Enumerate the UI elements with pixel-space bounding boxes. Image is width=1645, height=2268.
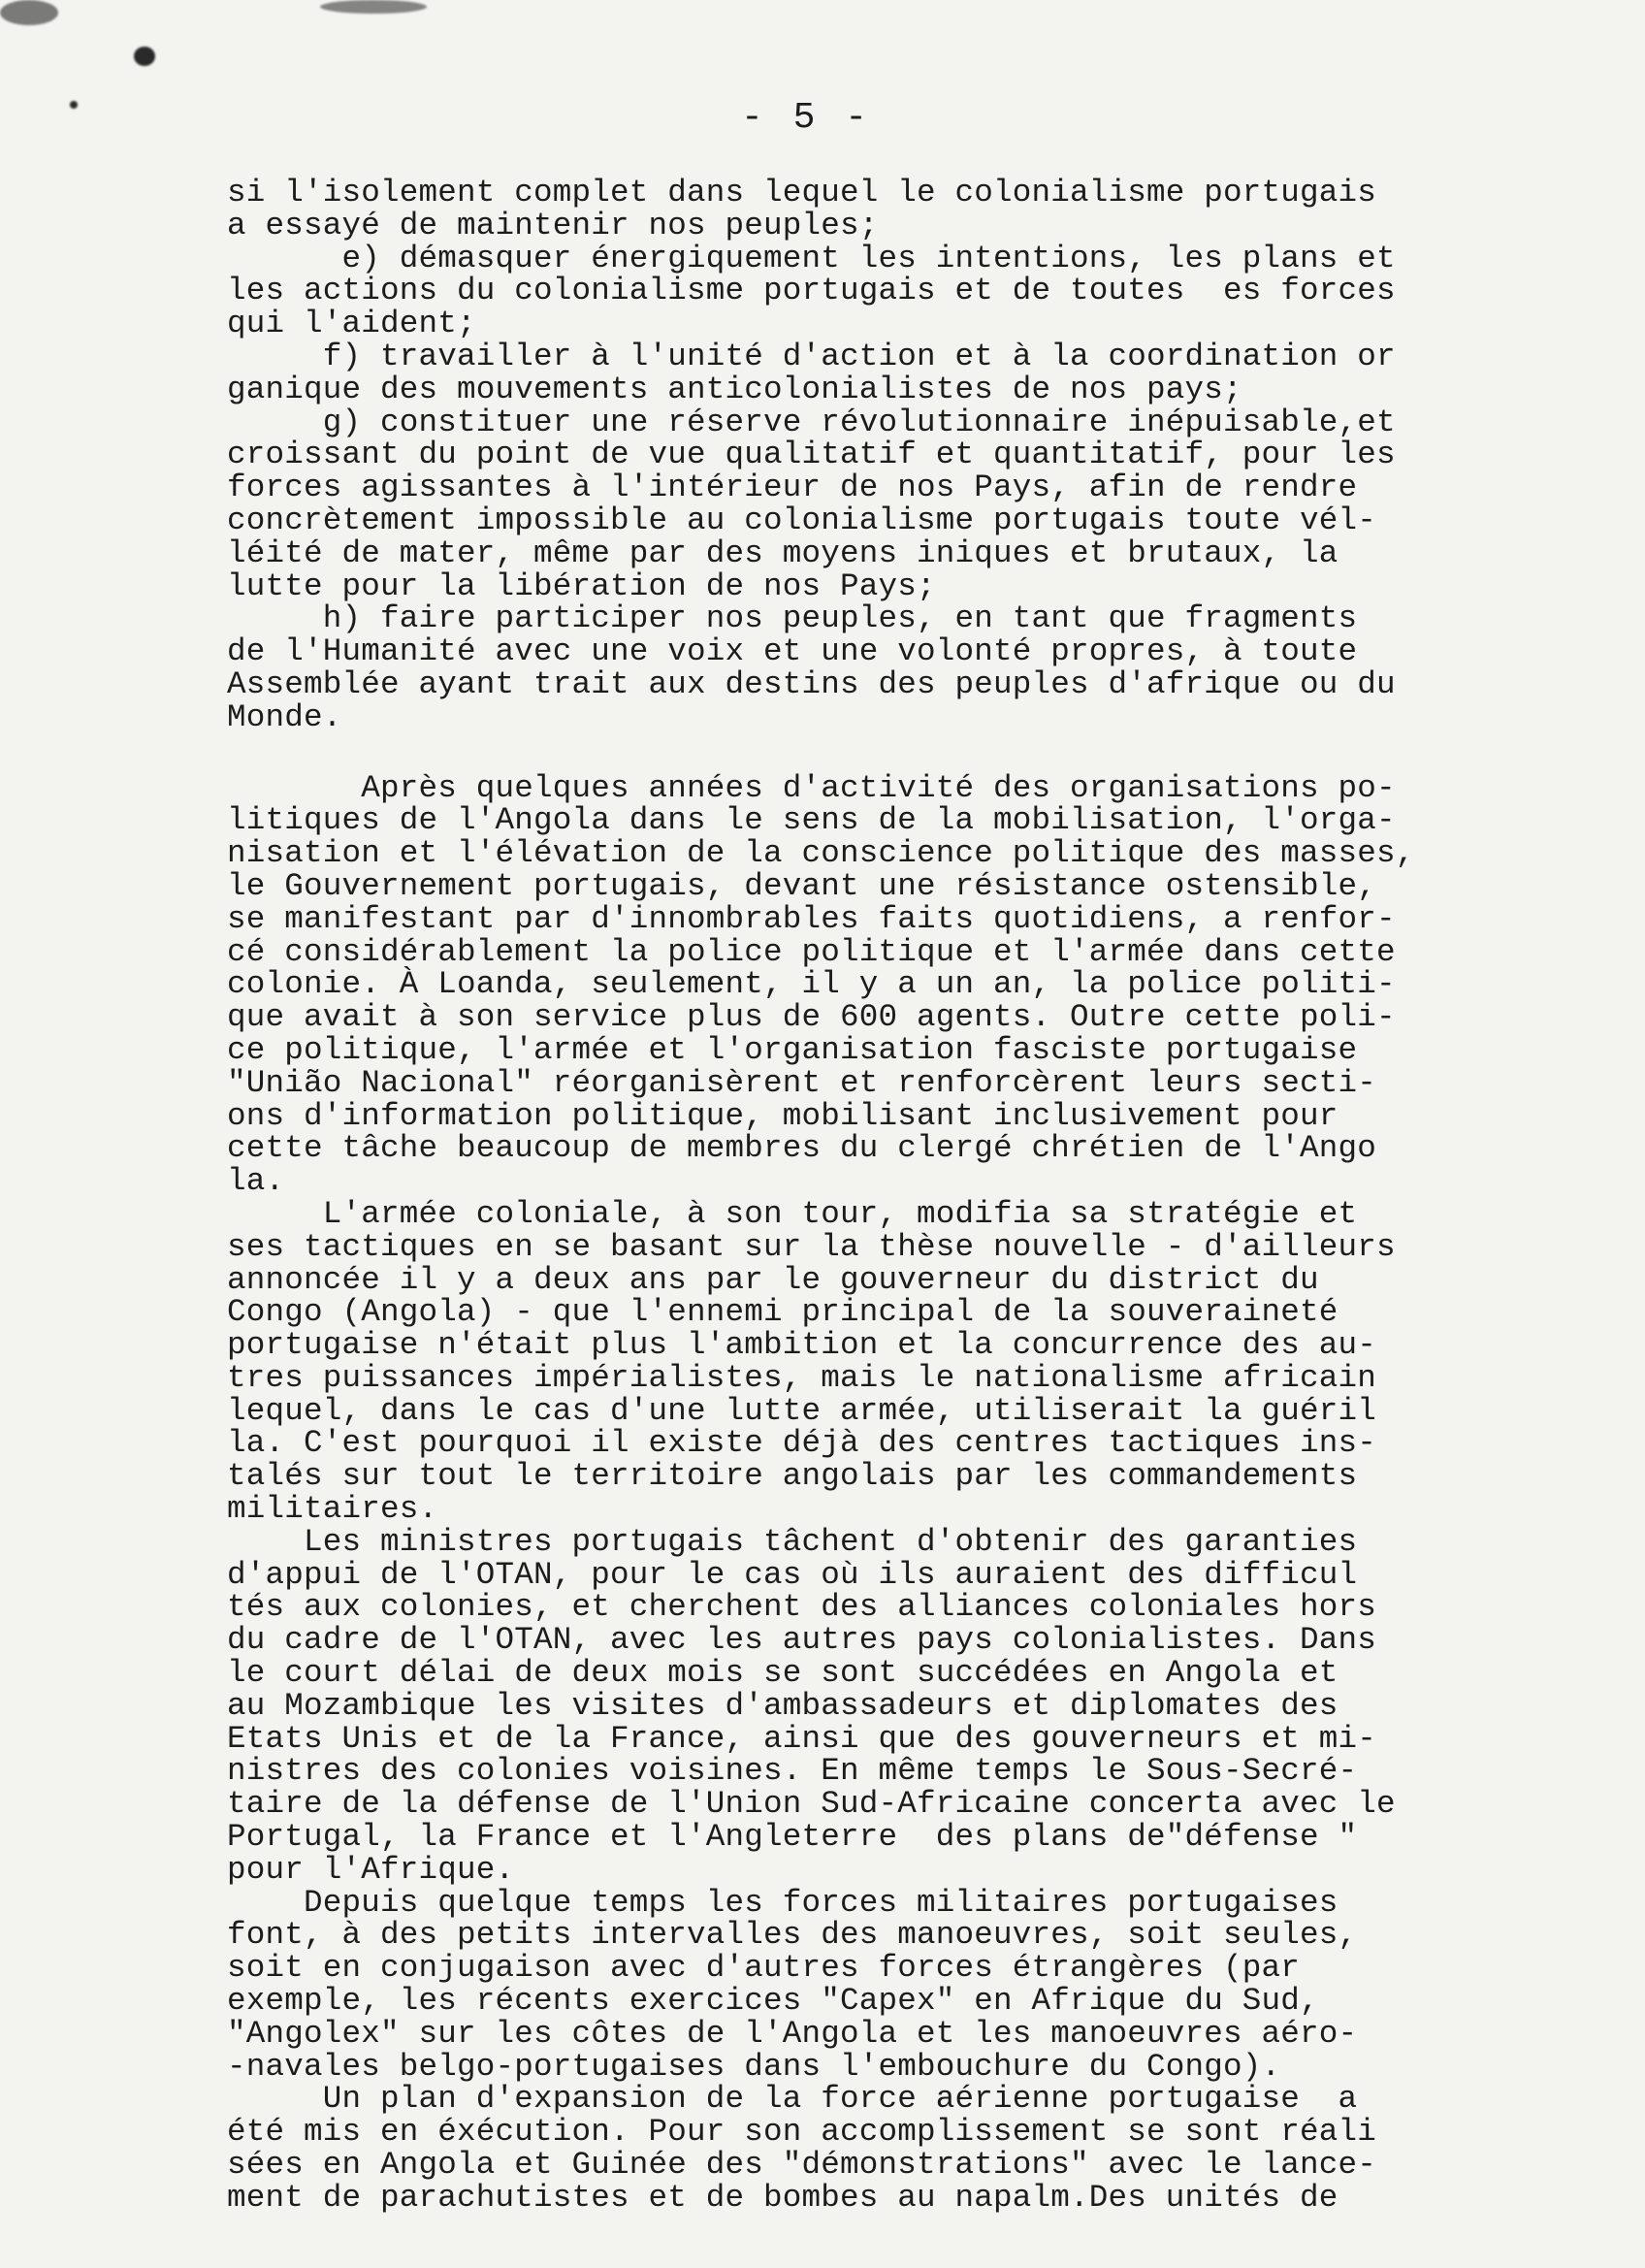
text-line: L'armée coloniale, à son tour, modifia sa stratégie et [227,1195,1358,1232]
text-line: h) faire participer nos peuples, en tant que fragments [227,600,1358,637]
text-line: croissant du point de vue qualitatif et quantitatif, pour les [227,437,1396,473]
text-line: sées en Angola et Guinée des "démonstrations" avec le lance- [227,2147,1377,2184]
text-line: Monde. [227,698,342,735]
text-line: forces agissantes à l'intérieur de nos Pays, afin de rendre [227,470,1358,506]
text-line: ons d'information politique, mobilisant inclusivement pour [227,1097,1339,1134]
text-line: Depuis quelque temps les forces militaires portugaises [227,1884,1339,1921]
text-line: colonie. À Loanda, seulement, il y a un an, la police politi- [227,966,1396,1003]
text-line: g) constituer une réserve révolutionnaire inépuisable,et [227,404,1396,440]
text-line: au Mozambique les visites d'ambassadeurs et diplomates des [227,1687,1339,1724]
text-line: Un plan d'expansion de la force aérienne portugaise a [227,2081,1358,2118]
paragraph [227,1884,1498,2085]
text-line: "União Nacional" réorganisèrent et renforcèrent leurs secti- [227,1064,1377,1101]
text-line: qui l'aident; [227,306,476,342]
text-line: Congo (Angola) - que l'ennemi principal de la souveraineté [227,1294,1339,1331]
paragraph [227,1195,1498,1528]
ink-smudge [134,47,155,66]
text-line: d'appui de l'OTAN, pour le cas où ils auraient des difficul [227,1556,1358,1593]
text-line: tres puissances impérialistes, mais le nationalisme africain [227,1359,1377,1396]
text-line: Les ministres portugais tâchent d'obtenir des garanties [227,1523,1358,1560]
text-line: litiques de l'Angola dans le sens de la mobilisation, l'orga- [227,802,1396,839]
text-line: le court délai de deux mois se sont succédées en Angola et [227,1655,1339,1692]
text-line: ses tactiques en se basant sur la thèse nouvelle - d'ailleurs [227,1228,1396,1265]
text-line: ment de parachutistes et de bombes au napalm.Des unités de [227,2179,1339,2216]
text-line: ce politique, l'armée et l'organisation fasciste portugaise [227,1031,1358,1068]
text-line: la. [227,1163,285,1200]
paragraph-gap [227,734,1498,772]
text-line: lutte pour la libération de nos Pays; [227,567,936,604]
text-line: annoncée il y a deux ans par le gouverneur du district du [227,1261,1319,1298]
text-line: pour l'Afrique. [227,1851,515,1888]
text-line: lequel, dans le cas d'une lutte armée, utiliserait la guéril [227,1392,1377,1429]
text-line: ganique des mouvements anticolonialistes de nos pays; [227,371,1242,407]
text-line: cette tâche beaucoup de membres du clergé chrétien de l'Ango [227,1130,1377,1167]
text-line: Après quelques années d'activité des organisations po- [227,769,1396,806]
paragraph [227,1523,1498,1888]
text-line: f) travailler à l'unité d'action et à la coordination or [227,338,1396,374]
text-line: a essayé de maintenir nos peuples; [227,207,879,243]
text-line: tés aux colonies, et cherchent des alliances coloniales hors [227,1589,1377,1626]
ink-smudge [320,0,427,14]
text-line: le Gouvernement portugais, devant une résistance ostensible, [227,867,1377,904]
text-line: du cadre de l'OTAN, avec les autres pays colonialistes. Dans [227,1622,1377,1659]
paragraph [227,2083,1498,2214]
text-line: e) démasquer énergiquement les intentions, les plans et [227,240,1396,276]
text-line: militaires. [227,1491,438,1528]
page-number: - 5 - [741,97,872,139]
text-line: taire de la défense de l'Union Sud-Africaine concerta avec le [227,1786,1396,1823]
text-line: nistres des colonies voisines. En même temps le Sous-Secré- [227,1753,1358,1790]
body-text [227,177,1498,2215]
ink-smudge [70,101,78,109]
text-line: Etats Unis et de la France, ainsi que des gouverneurs et mi- [227,1720,1377,1757]
text-line: soit en conjugaison avec d'autres forces étrangères (par [227,1950,1301,1987]
text-line: talés sur tout le territoire angolais par les commandements [227,1458,1358,1495]
text-line: la. C'est pourquoi il existe déjà des centres tactiques ins- [227,1425,1377,1462]
ink-smudge [0,0,58,25]
text-line: font, à des petits intervalles des manoeuvres, soit seules, [227,1917,1358,1954]
text-line: Portugal, la France et l'Angleterre des plans de"défense " [227,1819,1358,1856]
text-line: cé considérablement la police politique et l'armée dans cette [227,933,1396,970]
text-line: nisation et l'élévation de la conscience politique des masses, [227,835,1415,872]
text-line: -navales belgo-portugaises dans l'embouchure du Congo). [227,2048,1281,2085]
text-line: Assemblée ayant trait aux destins des peuples d'afrique ou du [227,665,1396,702]
text-line: que avait à son service plus de 600 agents. Outre cette poli- [227,999,1396,1036]
text-line: été mis en éxécution. Pour son accomplissement se sont réali [227,2114,1377,2151]
text-line: de l'Humanité avec une voix et une volonté propres, à toute [227,633,1358,670]
text-line: portugaise n'était plus l'ambition et la concurrence des au- [227,1327,1377,1364]
text-line: "Angolex" sur les côtes de l'Angola et les manoeuvres aéro- [227,2015,1358,2052]
text-line: léité de mater, même par des moyens iniques et brutaux, la [227,535,1339,571]
text-line: se manifestant par d'innombrables faits quotidiens, a renfor- [227,900,1396,937]
paragraph [227,769,1498,1200]
text-line: concrètement impossible au colonialisme portugais toute vél- [227,502,1377,538]
text-line: exemple, les récents exercices "Capex" en Afrique du Sud, [227,1983,1319,2020]
text-line: si l'isolement complet dans lequel le colonialisme portugais [227,175,1377,211]
text-line: les actions du colonialisme portugais et de toutes es forces [227,273,1396,309]
paragraph [227,177,1498,734]
